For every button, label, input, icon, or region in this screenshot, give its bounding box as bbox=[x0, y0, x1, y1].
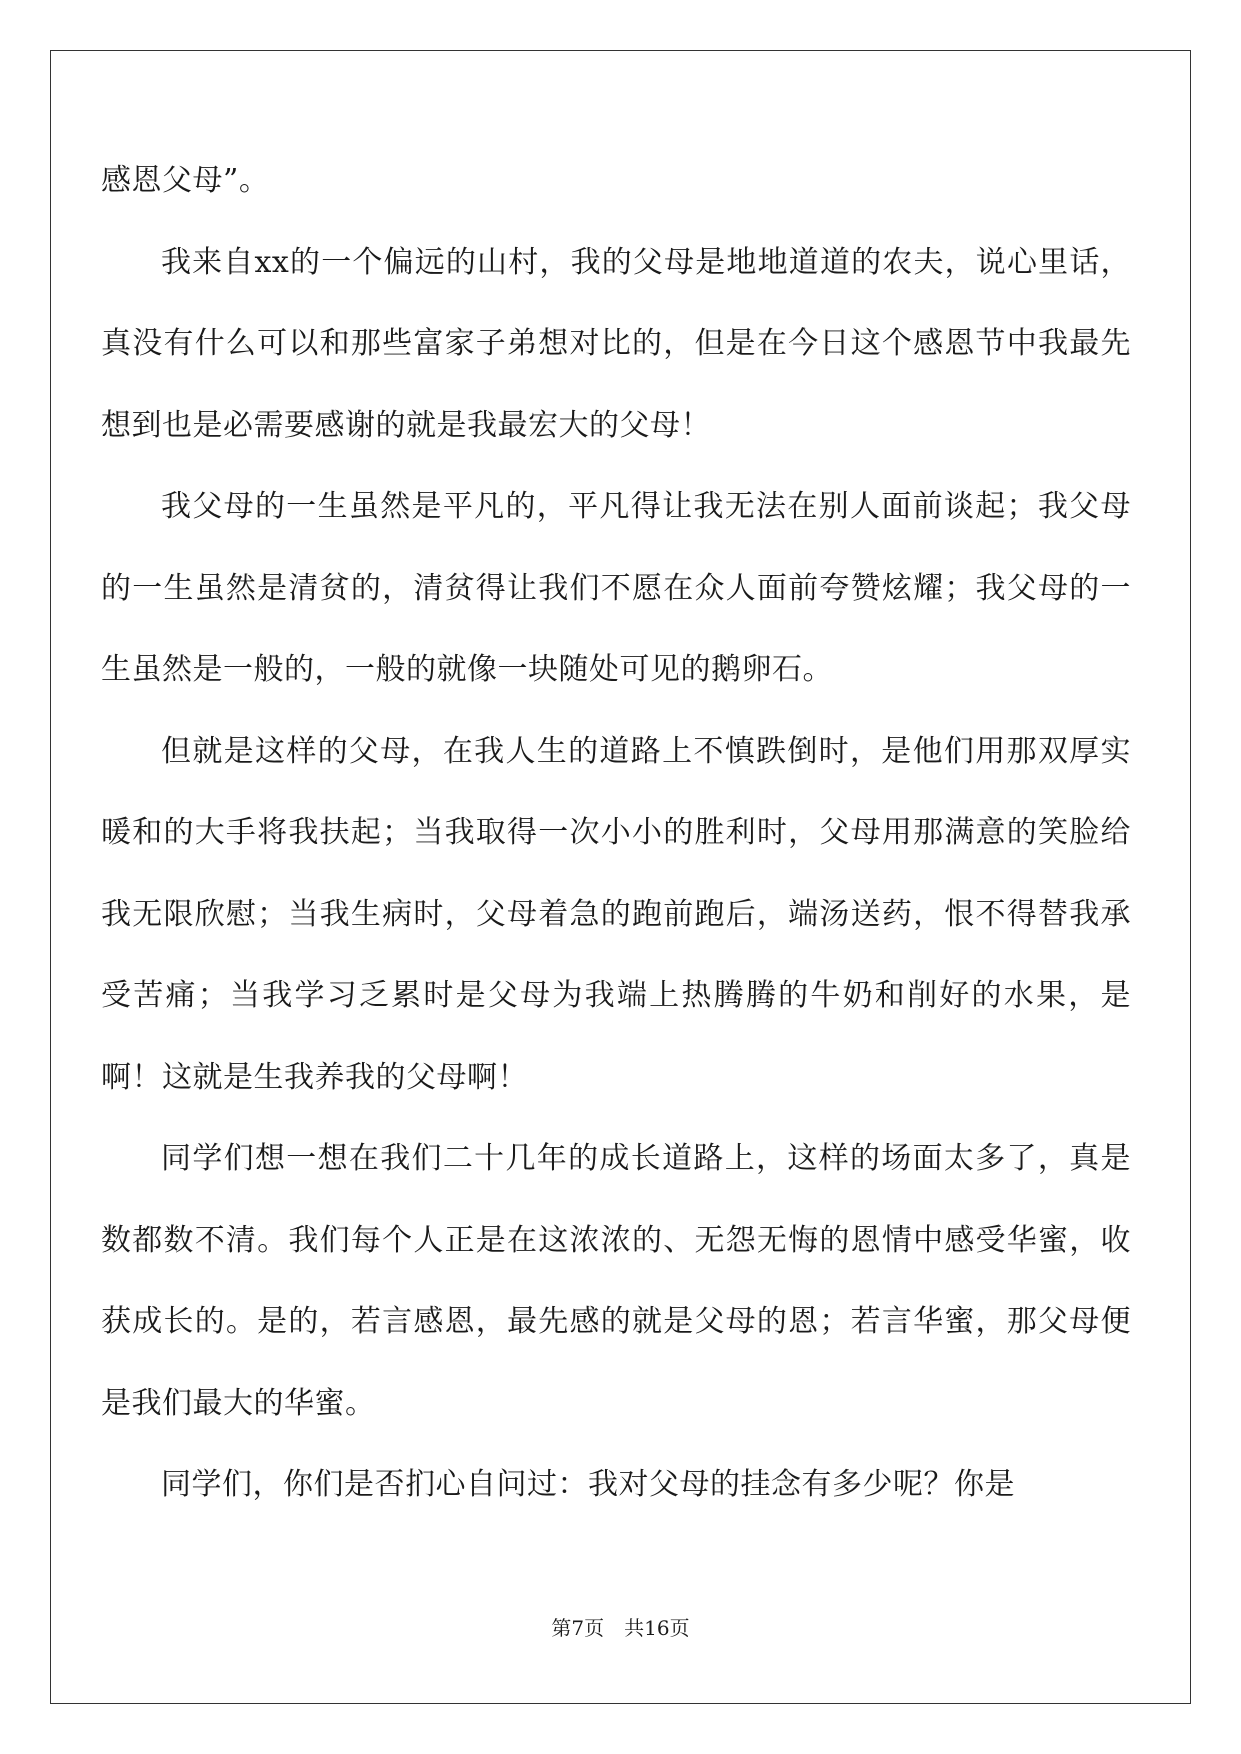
page-footer bbox=[0, 1612, 1241, 1641]
page-number: 第7页 bbox=[551, 1616, 605, 1640]
paragraph-3: 我父母的一生虽然是平凡的，平凡得让我无法在别人面前谈起；我父母的一生虽然是清贫的，清贫得让我们不愿在众人面前夸赞炫耀；我父母的一生虽然是一般的，一般的就像一块随处可见的鹅卵石。 bbox=[101, 489, 1131, 687]
document-body bbox=[101, 140, 1131, 1526]
paragraph-6: 同学们，你们是否扪心自问过：我对父母的挂念有多少呢？你是 bbox=[161, 1467, 1015, 1502]
paragraph-2: 我来自xx的一个偏远的山村，我的父母是地地道道的农夫，说心里话，真没有什么可以和那些富家子弟想对比的，但是在今日这个感恩节中我最先想到也是必需要感谢的就是我最宏大的父母！ bbox=[101, 244, 1131, 443]
paragraph-4: 但就是这样的父母，在我人生的道路上不慎跌倒时，是他们用那双厚实暖和的大手将我扶起；当我取得一次小小的胜利时，父母用那满意的笑脸给我无限欣慰；当我生病时，父母着急的跑前跑后，端汤送药，恨不得替我承受苦痛；当我学习乏累时是父母为我端上热腾腾的牛奶和削好的水果，是啊！这就是生我养我的父母啊！ bbox=[101, 733, 1131, 1095]
paragraph-1: 感恩父母”。 bbox=[101, 163, 270, 198]
page-total: 共16页 bbox=[624, 1616, 690, 1640]
paragraph-5: 同学们想一想在我们二十几年的成长道路上，这样的场面太多了，真是数都数不清。我们每个人正是在这浓浓的、无怨无悔的恩情中感受华蜜，收获成长的。是的，若言感恩，最先感的就是父母的恩；若言华蜜，那父母便是我们最大的华蜜。 bbox=[101, 1141, 1131, 1421]
